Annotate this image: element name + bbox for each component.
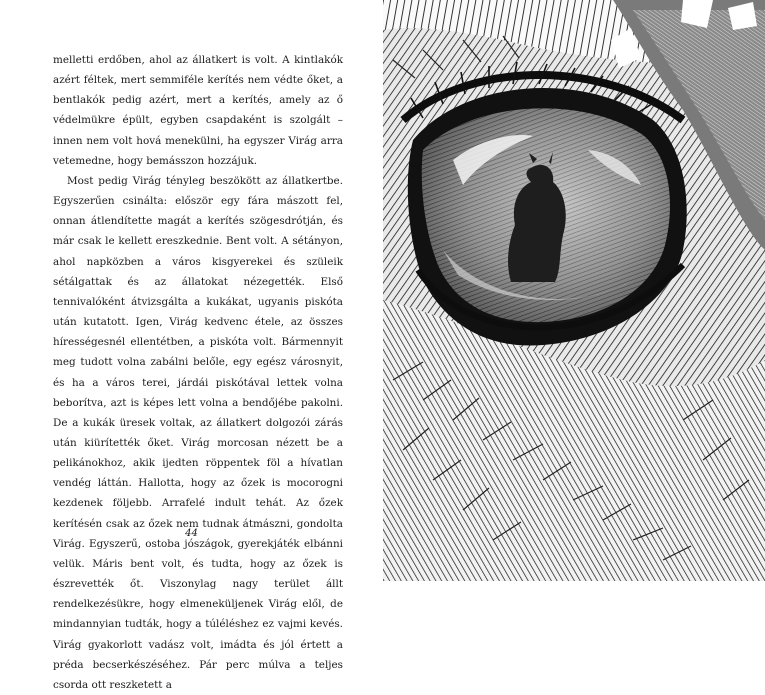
paragraph: melletti erdőben, ahol az állatkert is volt. A kintlakók azért féltek, mert semmiféle kerítés nem védte őket, a bentlakók pedig azért, mert a kerítés, amely az ő védelmükre épült, egyben csapdaként is szolgált – innen nem volt hová menekülni, ha egyszer Virág arra vetemedne, hogy bemásszon hozzájuk. xyxy=(53,54,343,167)
left-page xyxy=(0,0,383,691)
body-text xyxy=(53,50,343,695)
eye-illustration xyxy=(383,0,765,581)
page-number: 44 xyxy=(185,528,198,539)
paragraph: Most pedig Virág tényleg beszökött az állatkertbe. Egyszerűen csinálta: először egy fára mászott fel, onnan átlendítette magát a kerítés szögesdrótján, és már csak le kellett ereszkednie. Bent volt. A sétányon, ahol napközben a város kisgyerekei és szüleik sétálgattak és az állatokat nézegették. Első tennivalóként átvizsgálta a kukákat, ugyanis piskóta után kutatott. Igen, Virág kedvenc étele, az összes hírességesnél ellentétben, a piskóta volt. Bármennyit meg tudott volna zabálni belőle, egy egész városnyit, és ha a város terei, járdái piskótával lettek volna beborítva, azt is képes lett volna a bendőjébe pakolni. De a kukák üresek voltak, az állatkert dolgozói zárás után kiürítették őket. Virág morcosan nézett be a pelikánokhoz, akik ijedten röppentek föl a hívatlan vendég láttán. Hallotta, hogy az őzek is mocorogni kezdenek följebb. Arrafelé indult tehát. Az őzek kerítésén csak az őzek nem tudnak átmászni, gondolta Virág. Egyszerű, ostoba jószágok, gyerekjáték elbánni velük. Máris bent volt, és tudta, hogy az őzek is észrevették őt. Viszonylag nagy terület állt rendelkezésükre, hogy elmeneküljenek Virág elől, de mindannyian tudták, hogy a túléléshez ez vajmi kevés. Virág gyakorlott vadász volt, imádta és jól értett a préda becserkészéséhez. Pár perc múlva a teljes csorda ott reszketett a xyxy=(53,174,343,691)
